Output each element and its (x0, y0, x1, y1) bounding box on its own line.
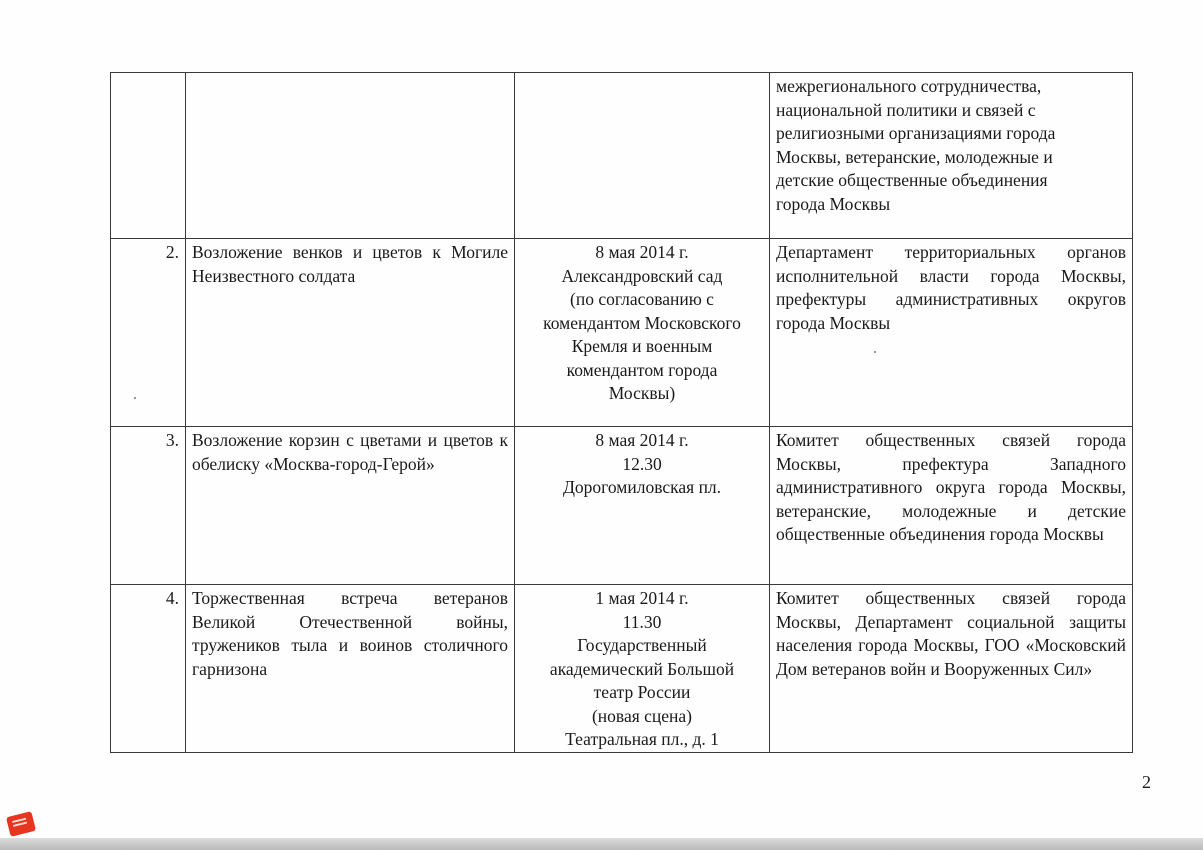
row-number: 3. (111, 427, 186, 585)
event-description: Возложение корзин с цветами и цветов к обелиску «Москва-город-Герой» (186, 427, 515, 585)
responsible-line: детские общественные объединения (776, 170, 1048, 190)
date-place-line: 12.30 (622, 453, 662, 474)
scan-speck (874, 351, 876, 353)
date-place-line: 8 мая 2014 г. (595, 430, 689, 450)
responsible-organizations: Комитет общественных связей города Москвы, Департамент социальной защиты населения города Москвы, ГОО «Московский Дом ветеранов войн и Вооруженных Сил» (770, 585, 1133, 753)
responsible-line: Москвы, ветеранские, молодежные и (776, 146, 1053, 167)
scan-speck (134, 397, 136, 399)
date-place-line: 1 мая 2014 г. (595, 588, 689, 608)
row-number: 2. (111, 239, 186, 427)
event-description: Торжественная встреча ветеранов Великой Отечественной войны, тружеников тыла и воинов столичного гарнизона (186, 585, 515, 753)
date-place-cell (515, 427, 770, 585)
date-place-line: Дорогомиловская пл. (562, 477, 722, 497)
responsible-organizations: Департамент территориальных органов исполнительной власти города Москвы, префектуры административных округов города Москвы (770, 239, 1133, 427)
date-place-cell (515, 239, 770, 427)
date-place-line: (по согласованию с (570, 289, 714, 309)
table-row (111, 585, 1133, 753)
responsible-cell (770, 73, 1133, 239)
event-cell (186, 73, 515, 239)
date-place-line: академический Большой (549, 658, 735, 679)
stamp-icon (6, 811, 36, 837)
table-row (111, 427, 1133, 585)
date-place-line: 8 мая 2014 г. (595, 242, 689, 262)
date-place-cell (515, 585, 770, 753)
event-description: Возложение венков и цветов к Могиле Неизвестного солдата (186, 239, 515, 427)
date-place-line: Александровский сад (561, 265, 723, 286)
responsible-line: национальной политики и связей с (776, 99, 1036, 120)
responsible-organizations: Комитет общественных связей города Москвы, префектура Западного административного округа города Москвы, ветеранские, молодежные и детские общественные объединения города Москвы (770, 427, 1133, 585)
date-place-line: комендантом города (566, 359, 718, 380)
row-number-cell (111, 73, 186, 239)
page-number: 2 (1142, 772, 1151, 792)
responsible-line: межрегионального сотрудничества, (776, 76, 1042, 96)
date-place-line: (новая сцена) (591, 705, 693, 726)
date-place-line: комендантом Московского (543, 312, 741, 333)
table-row (111, 239, 1133, 427)
responsible-line: религиозными организациями города (776, 123, 1056, 143)
date-place-cell (515, 73, 770, 239)
date-place-line: Москвы) (608, 383, 676, 403)
events-table (110, 72, 1133, 753)
date-place-line: Кремля и военным (571, 336, 713, 356)
date-place-line: театр России (593, 682, 691, 702)
stamp-mark (12, 818, 26, 823)
scan-bottom-edge (0, 838, 1203, 850)
date-place-line: Театральная пл., д. 1 (565, 729, 719, 749)
responsible-line: города Москвы (776, 193, 891, 214)
date-place-line: Государственный (577, 635, 707, 655)
date-place-line: 11.30 (622, 611, 662, 632)
row-number: 4. (111, 585, 186, 753)
table-row (111, 73, 1133, 239)
